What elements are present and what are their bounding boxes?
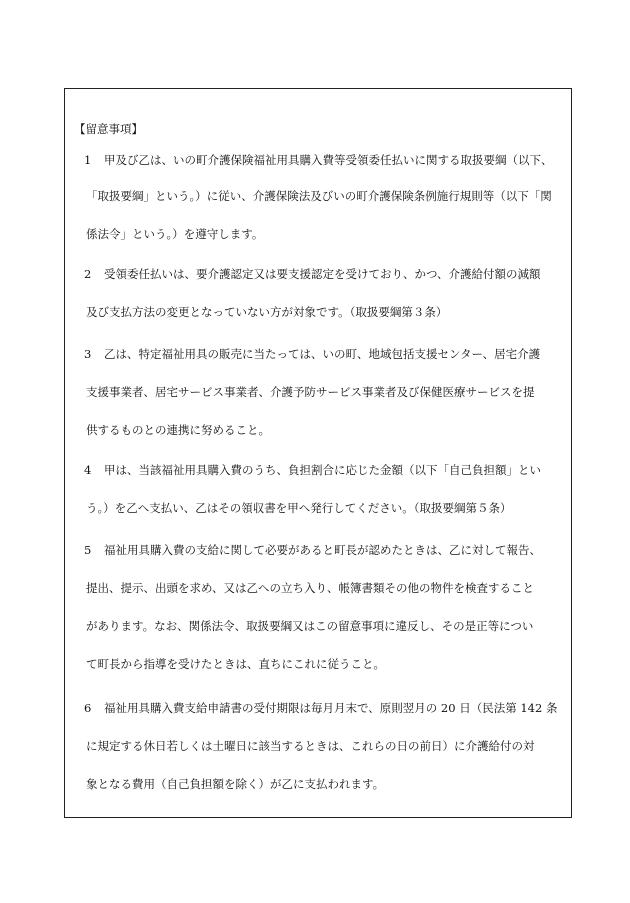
item-3-line-2: 支援事業者、居宅サービス事業者、介護予防サービス事業者及び保健医療サービスを提 [86,385,535,399]
item-4-line-1: 甲は、当該福祉用具購入費のうち、負担割合に応じた金額（以下「自己負担額」とい [104,463,541,477]
item-1-number: 1 [84,153,92,167]
item-6-number: 6 [84,701,92,715]
item-6-line-1: 福祉用具購入費支給申請書の受付期限は毎月月末で、原則翌月の 20 日（民法第 142 条 [104,701,558,715]
item-2-line-1: 受領委任払いは、要介護認定又は要支援認定を受けており、かつ、介護給付額の減額 [104,267,541,281]
item-4-line-2: う。）を乙へ支払い、乙はその領収書を甲へ発行してください。（取扱要綱第５条） [86,501,512,515]
item-3-number: 3 [84,347,92,361]
item-2-number: 2 [84,267,92,281]
item-5-line-1: 福祉用具購入費の支給に関して必要があると町長が認めたときは、乙に対して報告、 [104,543,541,557]
item-5-line-4: て町長から指導を受けたときは、直ちにこれに従うこと。 [86,657,385,671]
item-3-line-1: 乙は、特定福祉用具の販売に当たっては、いの町、地域包括支援センター、居宅介護 [104,347,541,361]
item-4-number: 4 [84,463,92,477]
item-3-line-3: 供するものとの連携に努めること。 [86,423,270,437]
item-2-line-2: 及び支払方法の変更となっていない方が対象です。（取扱要綱第３条） [86,305,448,319]
item-1-line-3: 係法令」という。）を遵守します。 [86,227,264,241]
item-5-line-2: 提出、提示、出頭を求め、又は乙への立ち入り、帳簿書類その他の物件を検査すること [86,581,535,595]
item-1-line-1: 甲及び乙は、いの町介護保険福祉用具購入費等受領委任払いに関する取扱要綱（以下、 [104,153,553,167]
item-6-line-3: 象となる費用（自己負担額を除く）が乙に支払われます。 [86,777,385,791]
item-1-line-2: 「取扱要綱」という。）に従い、介護保険法及びいの町介護保険条例施行規則等（以下「関 [86,189,552,203]
item-6-line-2: に規定する休日若しくは土曜日に該当するときは、これらの日の前日）に介護給付の対 [86,739,535,753]
item-5-number: 5 [84,543,92,557]
notice-heading: 【留意事項】 [74,122,143,136]
item-5-line-3: があります。なお、関係法令、取扱要綱又はこの留意事項に違反し、その是正等につい [86,619,534,633]
